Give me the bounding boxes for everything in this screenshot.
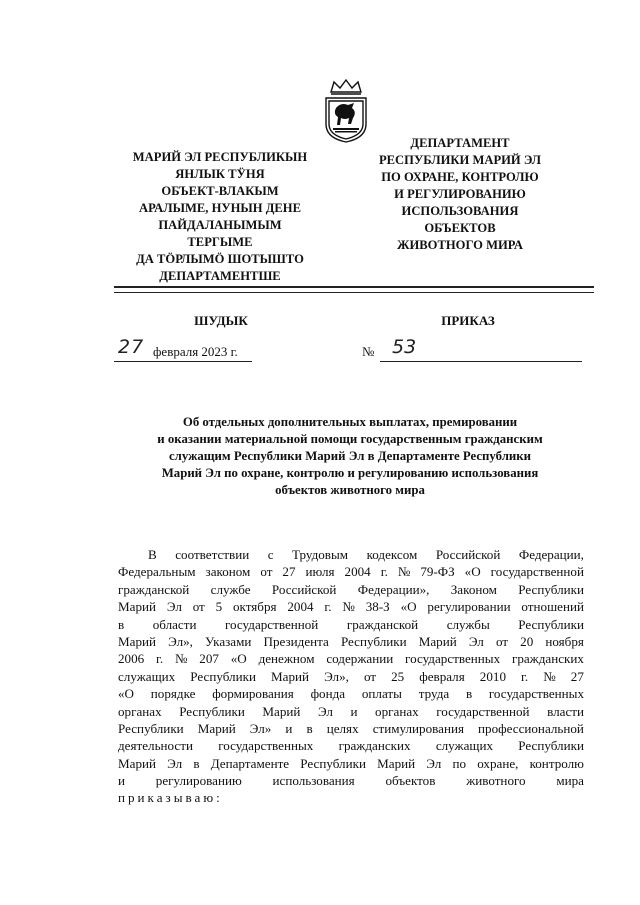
header-divider-thick [114,286,594,288]
header-left-line: АРАЛЫМЕ, НУНЫН ДЕНЕ [138,201,301,215]
body-word: № [342,599,355,615]
body-word: области [152,616,197,632]
order-body [118,546,584,807]
body-word: Марий [118,755,157,771]
date-day-handwritten: 27 [118,336,145,358]
number-sign: № [362,344,375,359]
header-right-line: ДЕПАРТАМЕНТ [410,136,510,150]
body-word: Республики [118,720,184,736]
body-word: «О [464,564,481,580]
body-word: государственной [225,616,319,632]
body-word: Республики [190,668,256,684]
body-word: Трудовым [292,547,349,562]
body-word: по [452,755,467,771]
body-line [118,703,584,720]
body-line [118,755,584,772]
body-word: ноября [545,633,584,649]
body-word: государственной [436,703,530,719]
body-word: Эл [426,755,442,771]
body-word: гражданской [346,616,419,632]
body-word: труда [418,686,450,702]
body-word: Эл [167,755,183,771]
body-word: В [148,547,157,562]
body-word: Эл [468,633,484,649]
body-word: Республики [518,616,584,632]
body-word: г. [380,564,388,580]
body-word: Марий [118,599,157,615]
body-word: власти [547,703,584,719]
body-word: 27 [282,564,296,580]
body-word: 79-ФЗ [420,564,455,580]
body-word: Марий [418,633,457,649]
body-word: Марий [197,720,236,736]
body-word: «О [230,651,247,667]
title-line: и оказании материальной помощи государственным гражданским [157,432,543,446]
header-left-block [100,149,340,285]
body-word: Указами [205,633,252,649]
body-word: формирования [212,686,294,702]
body-word: денежном [258,651,315,667]
body-word: № [174,651,188,667]
body-word: Республики [340,633,407,649]
body-word: Марий [271,668,310,684]
body-word: 207 [199,651,219,667]
header-left-line: ДЕПАРТАМЕНТШЕ [159,269,281,283]
body-word: г. [521,668,529,684]
body-word: 27 [570,668,584,684]
body-word: Федерации», [357,581,430,597]
body-word: в [193,755,200,771]
body-word: Российской [271,581,337,597]
body-word: службе [210,581,251,597]
body-word: регулировании [427,599,511,615]
body-word: служащих [435,738,494,754]
body-word: Законом [450,581,497,597]
body-word: от [495,633,509,649]
body-word: Марий [377,755,416,771]
date-text: февраля 2023 г. [153,344,238,359]
body-word: Эл [166,599,182,615]
body-word: Республики [300,755,366,771]
body-word: Марий [118,633,157,649]
body-word: содержании [326,651,394,667]
body-word: в [118,616,125,632]
body-line [118,685,584,702]
header-left-line: ЯНЛЫК ТӰНЯ [175,167,265,181]
body-word: 5 [215,599,223,615]
body-word: органах [375,703,419,719]
body-word: порядке [150,686,196,702]
body-word: 20 [520,633,534,649]
body-word: регулированию [155,773,242,789]
body-word: № [543,668,556,684]
order-title [110,414,590,499]
body-word: Федерации, [518,547,584,562]
body-line [118,563,584,580]
header-right-line: ПО ОХРАНЕ, КОНТРОЛЮ [381,170,539,184]
body-word: в [306,720,313,736]
body-word: животного [466,773,526,789]
body-line [118,633,584,650]
body-word: мира [556,773,584,789]
body-word: служащих [118,668,176,684]
body-word: органах [118,703,162,719]
body-word: гражданских [338,738,411,754]
title-line: объектов животного мира [275,483,425,497]
body-word: Эл [317,703,333,719]
body-word: февраля [419,668,465,684]
body-word: государственных [488,686,584,702]
body-word: законом [205,564,251,580]
body-word: 2010 [479,668,506,684]
body-word: отношений [521,599,584,615]
body-word: «О [400,599,417,615]
body-word: г. [324,599,332,615]
body-word: Республики [518,581,584,597]
body-line [118,598,584,615]
body-line [118,772,584,789]
body-word: контролю [529,755,584,771]
body-word: г. [156,651,164,667]
body-line [118,546,584,563]
body-word: деятельности [118,738,193,754]
body-word: Эл», [168,633,193,649]
body-word: Эл» [249,720,272,736]
body-word: от [363,668,377,684]
body-word: фонда [310,686,346,702]
body-word: от [260,564,273,580]
body-word: оплаты [361,686,402,702]
body-word: объектов [385,773,436,789]
header-left-line: МАРИЙ ЭЛ РЕСПУБЛИКЫН [132,150,308,164]
body-line [118,668,584,685]
body-word: «О [118,686,135,702]
body-word: 2004 [344,564,371,580]
header-right-line: ЖИВОТНОГО МИРА [397,238,523,252]
body-word: Республики [518,738,584,754]
body-word: гражданских [511,651,584,667]
header-left-line: ТЕРГЫМЕ [187,235,253,249]
header-left-line: ПАЙДАЛАНЫМЫМ [158,218,282,232]
body-word: от [192,599,205,615]
body-word: кодексом [366,547,418,562]
body-line [118,616,584,633]
body-word: Республики [179,703,245,719]
body-line [118,789,584,806]
body-word: охране, [477,755,519,771]
body-word: с [267,547,274,562]
body-word: № [397,564,411,580]
body-word: 25 [391,668,405,684]
body-line [118,650,584,667]
body-word: гражданской [118,581,190,597]
body-word: октября [233,599,277,615]
body-word: Федеральным [118,564,196,580]
body-word: государственной [490,564,584,580]
body-word: Департаменте [210,755,290,771]
body-word: и [118,773,126,789]
body-word: Эл», [324,668,349,684]
body-word: государственных [405,651,501,667]
body-word: государственных [218,738,314,754]
body-word: июля [305,564,335,580]
body-word: соответствии [175,547,250,562]
body-word: в [465,686,473,702]
body-word: Марий [262,703,301,719]
body-word: 2004 [287,599,314,615]
header-divider-thin [114,292,594,293]
title-line: служащим Республики Марий Эл в Департаменте Республики [168,449,532,463]
body-word: и [285,720,293,736]
body-line [118,737,584,754]
body-line [118,720,584,737]
doc-type-mari: ШУДЫК [194,313,248,328]
title-line: Марий Эл по охране, контролю и регулированию использования [161,466,539,480]
header-right-line: ИСПОЛЬЗОВАНИЯ [401,204,519,218]
header-right-line: И РЕГУЛИРОВАНИЮ [394,187,526,201]
body-word: использования [272,773,355,789]
body-word: целях [326,720,359,736]
body-word: 2006 [118,651,145,667]
header-left-line: ДА ТӦРЛЫМӦ ШОТЫШТО [136,252,304,266]
body-line [118,581,584,598]
order-number-handwritten: 53 [392,336,417,358]
title-line: Об отдельных дополнительных выплатах, премировании [182,415,518,429]
body-word: стимулирования [372,720,464,736]
header-right-block [340,135,580,254]
body-word: и [350,703,358,719]
body-word: службы [446,616,490,632]
body-word: Российской [435,547,501,562]
header-right-line: РЕСПУБЛИКИ МАРИЙ ЭЛ [378,153,542,167]
body-word: 38-З [365,599,390,615]
body-word: приказываю: [118,790,223,806]
header-left-line: ОБЪЕКТ-ВЛАКЫМ [161,184,279,198]
header-right-line: ОБЪЕКТОВ [424,221,496,235]
doc-type-russian: ПРИКАЗ [441,313,495,328]
body-word: профессиональной [478,720,584,736]
body-word: Президента [263,633,329,649]
